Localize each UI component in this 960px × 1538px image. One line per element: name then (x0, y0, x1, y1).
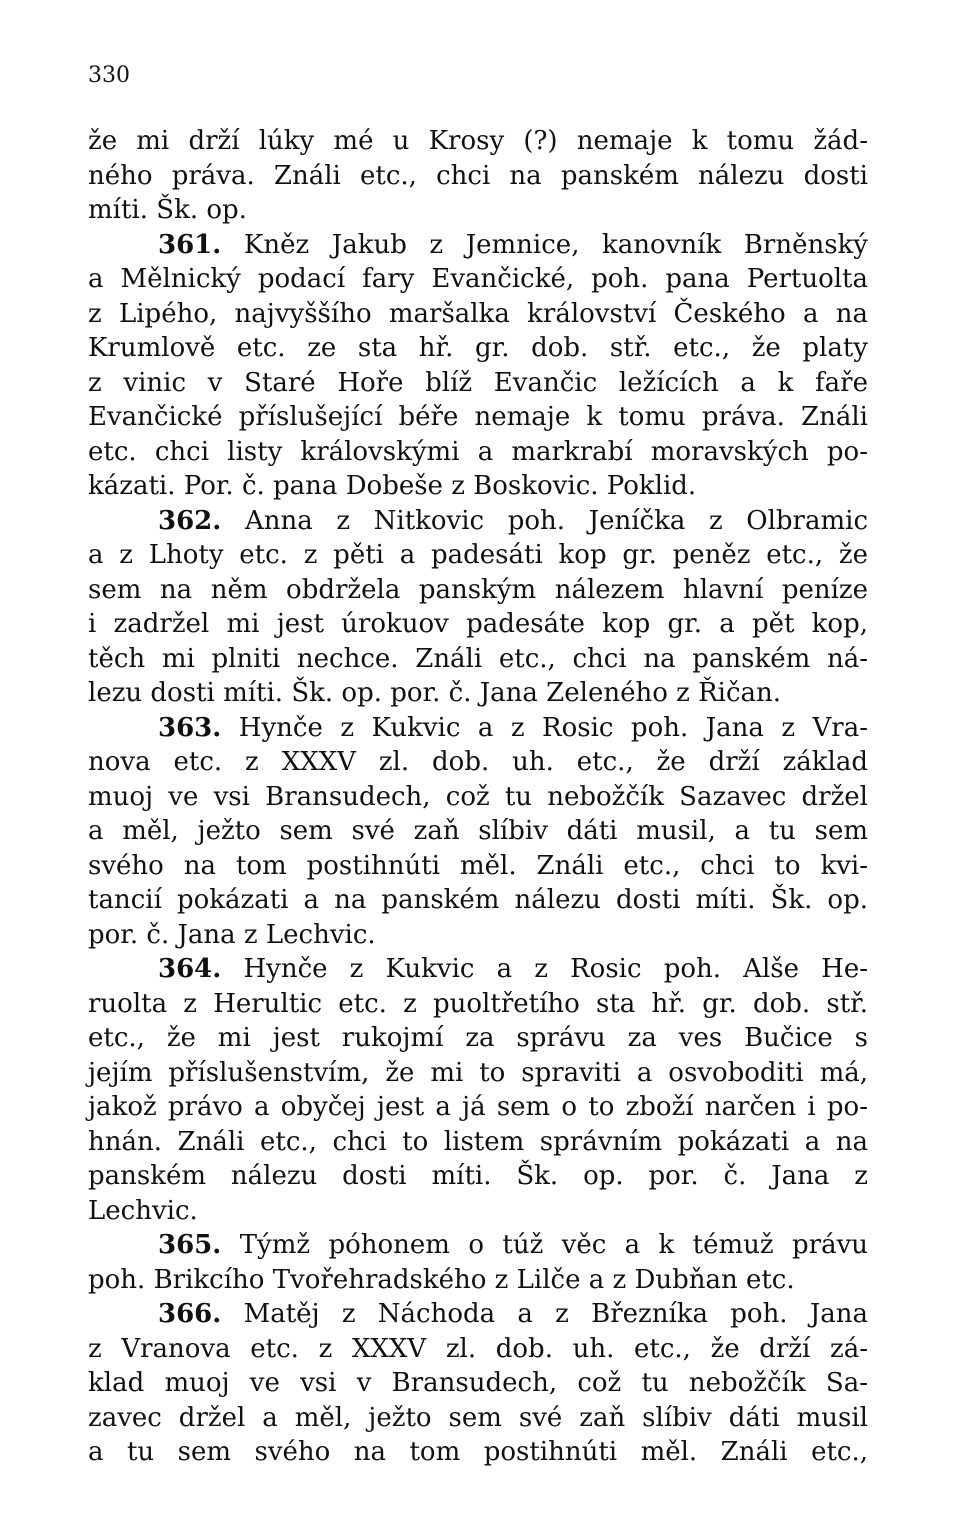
line-text: nova etc. z XXXV zl. dob. uh. etc., že drží základ (88, 747, 868, 777)
line-text: i zadržel mi jest úrokuov padesáte kop gr. a pět kop, (88, 609, 868, 639)
text-line (88, 918, 868, 953)
entry-first-line (88, 1228, 868, 1263)
entry-number: 364. (158, 954, 222, 984)
text-line (88, 297, 868, 332)
line-text: poh. Brikcího Tvořehradského z Lilče a z Dubňan etc. (88, 1264, 795, 1295)
text-line (88, 366, 868, 401)
line-text: svého na tom postihnúti měl. Ználi etc., chci to kvi- (88, 850, 868, 881)
line-text: Evančické příslušející béře nemaje k tomu práva. Ználi (88, 402, 868, 432)
text-line (88, 400, 868, 435)
text-line (88, 1090, 868, 1125)
line-text: a Mělnický podací fary Evančické, poh. pana Pertuolta (88, 264, 868, 294)
line-text: ruolta z Herultic etc. z puoltřetího sta hř. gr. dob. stř. (88, 988, 868, 1019)
text-line (88, 538, 868, 573)
line-text: panském nálezu dosti míti. Šk. op. por. č. Jana z (88, 1161, 868, 1191)
line-text: sem na něm obdržela panským nálezem hlavní peníze (88, 574, 868, 605)
text-line (88, 193, 868, 228)
entry-number: 362. (158, 505, 222, 536)
text-line (88, 573, 868, 608)
text-line (88, 745, 868, 780)
line-text: z Lipého, najvyššího maršalka království Českého a na (88, 298, 868, 329)
text-line (88, 849, 868, 884)
text-line (88, 1159, 868, 1194)
line-text: Kněz Jakub z Jemnice, kanovník Brněnský (221, 229, 868, 260)
line-text: míti. Šk. op. (88, 195, 247, 225)
line-text: Týmž póhonem o túž věc a k témuž právu (221, 1230, 868, 1260)
line-text: těch mi plniti nechce. Ználi etc., chci na panském ná- (88, 643, 868, 674)
text-line (88, 469, 868, 504)
text-line (88, 642, 868, 677)
line-text: muoj ve vsi Bransudech, což tu nebožčík Sazavec držel (88, 781, 868, 812)
text-line (88, 814, 868, 849)
line-text: ného práva. Ználi etc., chci na panském nálezu dosti (88, 160, 868, 191)
line-text: a měl, ježto sem své zaň slíbiv dáti musil, a tu sem (88, 816, 868, 846)
line-text: Hynče z Kukvic a z Rosic poh. Jana z Vra- (221, 712, 868, 743)
line-text: klad muoj ve vsi v Bransudech, což tu nebožčík Sa- (88, 1368, 868, 1398)
line-text: por. č. Jana z Lechvic. (88, 919, 376, 950)
line-text: jakož právo a obyčej jest a já sem o to zboží narčen i po- (88, 1092, 868, 1122)
text-line (88, 1332, 868, 1367)
text-line (88, 124, 868, 159)
line-text: a tu sem svého na tom postihnúti měl. Ználi etc., (88, 1437, 868, 1467)
line-text: zavec držel a měl, ježto sem své zaň slíbiv dáti musil (88, 1402, 868, 1433)
text-line (88, 1366, 868, 1401)
text-line (88, 159, 868, 194)
line-text: z vinic v Staré Hoře blíž Evančic ležících a k faře (88, 367, 868, 398)
line-text: Lechvic. (88, 1195, 198, 1226)
page-number: 330 (88, 63, 130, 88)
text-line (88, 262, 868, 297)
text-line (88, 1194, 868, 1229)
text-line (88, 1401, 868, 1436)
text-line (88, 1125, 868, 1160)
line-text: etc. chci listy královskými a markrabí moravských po- (88, 436, 868, 467)
text-line (88, 780, 868, 815)
text-line (88, 331, 868, 366)
text-line (88, 1263, 868, 1298)
body-text (88, 124, 868, 1470)
entry-first-line (88, 1297, 868, 1332)
text-line (88, 987, 868, 1022)
text-line (88, 1056, 868, 1091)
entry-first-line (88, 711, 868, 746)
text-line (88, 1435, 868, 1470)
text-line (88, 883, 868, 918)
line-text: Krumlově etc. ze sta hř. gr. dob. stř. etc., že platy (88, 333, 868, 363)
line-text: Matěj z Náchoda a z Březníka poh. Jana (221, 1299, 868, 1329)
line-text: Hynče z Kukvic a z Rosic poh. Alše He- (221, 954, 868, 984)
line-text: tancií pokázati a na panském nálezu dosti míti. Šk. op. (88, 885, 868, 915)
line-text: lezu dosti míti. Šk. op. por. č. Jana Zeleného z Řičan. (88, 678, 782, 708)
line-text: jejím příslušenstvím, že mi to spraviti a osvoboditi má, (88, 1057, 868, 1088)
text-line (88, 607, 868, 642)
entry-number: 366. (158, 1299, 222, 1329)
line-text: etc., že mi jest rukojmí za správu za ves Bučice s (88, 1023, 868, 1053)
line-text: z Vranova etc. z XXXV zl. dob. uh. etc., že drží zá- (88, 1333, 868, 1364)
entry-number: 365. (158, 1230, 222, 1260)
entry-first-line (88, 504, 868, 539)
text-line (88, 676, 868, 711)
line-text: že mi drží lúky mé u Krosy (?) nemaje k tomu žád- (88, 126, 868, 156)
text-line (88, 1021, 868, 1056)
line-text: kázati. Por. č. pana Dobeše z Boskovic. Poklid. (88, 471, 697, 501)
entry-number: 361. (158, 229, 222, 260)
line-text: Anna z Nitkovic poh. Jeníčka z Olbramic (221, 505, 868, 536)
line-text: a z Lhoty etc. z pěti a padesáti kop gr. peněz etc., že (88, 540, 868, 570)
entry-number: 363. (158, 712, 222, 743)
line-text: hnán. Ználi etc., chci to listem správním pokázati a na (88, 1126, 868, 1157)
text-line (88, 435, 868, 470)
entry-first-line (88, 228, 868, 263)
entry-first-line (88, 952, 868, 987)
